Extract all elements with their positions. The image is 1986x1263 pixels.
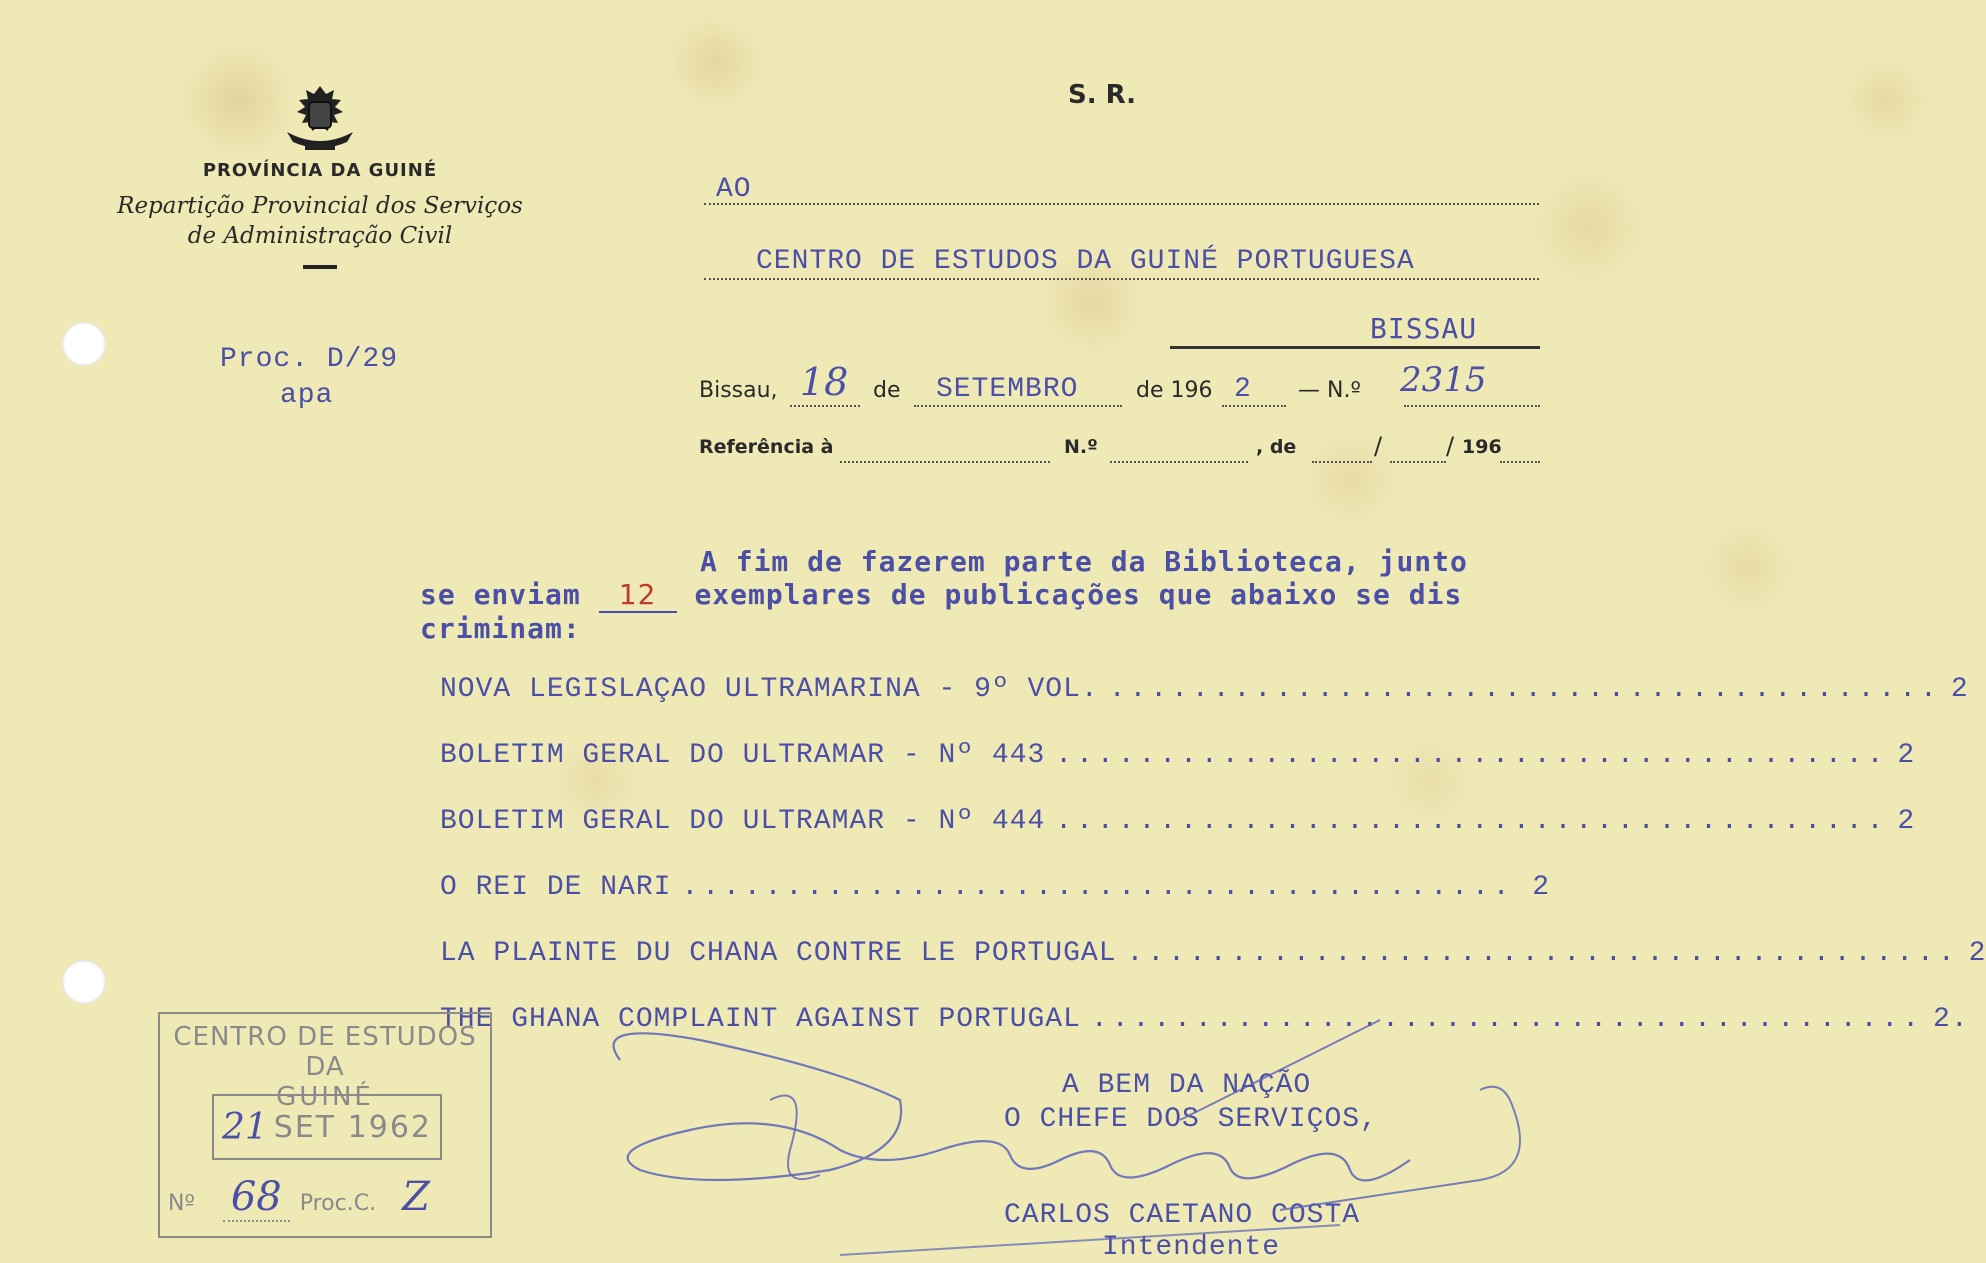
stamp-num-value: 68 <box>223 1174 290 1222</box>
list-item <box>440 872 1550 938</box>
stamp-date-rest: SET 1962 <box>273 1109 433 1145</box>
reference-month-field <box>1390 461 1446 463</box>
reference-label: Referência à <box>699 436 834 458</box>
reference-year-prefix: 196 <box>1462 436 1502 458</box>
dateline-number: 2315 <box>1400 360 1487 400</box>
item-title: NOVA LEGISLAÇAO ULTRAMARINA - 9º VOL. <box>440 674 1099 705</box>
closing-title: Intendente <box>1102 1232 1281 1263</box>
list-item <box>440 806 1916 872</box>
reference-number-label: N.º <box>1064 436 1098 458</box>
dateline-month-line <box>914 405 1122 407</box>
reference-day-field <box>1312 461 1372 463</box>
stamp-num-label: Nº <box>168 1191 195 1216</box>
item-qty: 2 <box>1968 938 1986 969</box>
dateline-de: de <box>873 378 901 403</box>
item-title: BOLETIM GERAL DO ULTRAMAR - Nº 444 <box>440 806 1046 837</box>
body-line-2-start: se enviam <box>420 578 581 611</box>
item-title: O REI DE NARI <box>440 872 672 903</box>
recipient-city-line <box>1170 346 1540 349</box>
letterhead-divider <box>303 265 337 269</box>
punch-hole-top <box>62 322 106 366</box>
stamp-line-2: GUINÉ <box>276 1082 374 1112</box>
service-mark: S. R. <box>1068 80 1137 110</box>
item-title: LA PLAINTE DU CHANA CONTRE LE PORTUGAL <box>440 938 1117 969</box>
closing-role: O CHEFE DOS SERVIÇOS, <box>1004 1104 1378 1135</box>
dateline-place: Bissau, <box>699 378 778 403</box>
process-number: Proc. D/29 <box>220 344 399 375</box>
reference-slash-2: / <box>1446 432 1455 460</box>
recipient-city: BISSAU <box>1370 312 1478 345</box>
body-line-1: A fim de fazerem parte da Biblioteca, junto <box>700 545 1468 578</box>
recipient-to: AO <box>716 174 752 205</box>
stamp-line-1: CENTRO DE ESTUDOS DA <box>173 1022 477 1082</box>
reference-field <box>840 461 1050 463</box>
closing-salutation: A BEM DA NAÇÃO <box>1062 1070 1312 1101</box>
dateline-number-label: — N.º <box>1298 378 1361 403</box>
dateline-day-line <box>790 405 860 407</box>
item-leader: ........................................ <box>1055 740 1888 771</box>
item-title: THE GHANA COMPLAINT AGAINST PORTUGAL <box>440 1004 1081 1035</box>
letterhead <box>110 82 530 269</box>
reference-slash-1: / <box>1374 432 1383 460</box>
reference-number-field <box>1110 461 1248 463</box>
reference-year-field <box>1500 461 1540 463</box>
province-name: PROVÍNCIA DA GUINÉ <box>202 160 438 181</box>
dateline-number-line <box>1404 405 1540 407</box>
item-qty: 2. <box>1933 1004 1969 1035</box>
receipt-stamp <box>158 1012 492 1238</box>
item-leader: ........................................ <box>1090 1004 1924 1035</box>
stamp-number-row <box>168 1174 478 1222</box>
item-qty: 2 <box>1897 740 1916 771</box>
stamp-date-box <box>212 1094 442 1160</box>
item-leader: ........................................ <box>681 872 1514 903</box>
office-line-1: Repartição Provincial dos Serviços <box>117 193 523 219</box>
punch-hole-bottom <box>62 960 106 1004</box>
dateline-year-line <box>1222 405 1286 407</box>
item-leader: ........................................ <box>1108 674 1941 705</box>
body-line-3: criminam: <box>420 612 581 645</box>
office-line-2: de Administração Civil <box>187 223 453 249</box>
list-item <box>440 674 1969 740</box>
body-count-value: 12 <box>618 578 657 611</box>
closing-name: CARLOS CAETANO COSTA <box>1004 1200 1361 1231</box>
signature-mark <box>580 1000 1580 1260</box>
stamp-date-day: 21 <box>221 1106 268 1148</box>
list-item <box>440 740 1916 806</box>
recipient-name: CENTRO DE ESTUDOS DA GUINÉ PORTUGUESA <box>756 246 1415 277</box>
dateline-year-digit: 2 <box>1234 374 1252 405</box>
dateline-day: 18 <box>800 360 849 404</box>
recipient-to-line <box>704 203 1539 205</box>
process-initials: apa <box>280 380 334 411</box>
item-qty: 2 <box>1897 806 1916 837</box>
coat-of-arms-icon <box>275 82 365 154</box>
recipient-name-line <box>704 278 1539 280</box>
item-title: BOLETIM GERAL DO ULTRAMAR - Nº 443 <box>440 740 1046 771</box>
stamp-proc-value: Z <box>402 1174 430 1220</box>
item-leader: ........................................ <box>1055 806 1888 837</box>
dateline-month: SETEMBRO <box>936 374 1079 405</box>
item-qty: 2 <box>1950 674 1969 705</box>
item-leader: ........................................ <box>1126 938 1959 969</box>
item-qty: 2 <box>1532 872 1550 903</box>
list-item <box>440 938 1986 1004</box>
stamp-proc-label: Proc.C. <box>299 1191 377 1216</box>
body-line-2 <box>420 578 1462 613</box>
dateline-year-prefix: de 196 <box>1136 378 1213 403</box>
reference-date-label: , de <box>1256 436 1297 458</box>
body-line-2-end: exemplares de publicações que abaixo se dis <box>694 578 1463 611</box>
body-count <box>599 578 677 613</box>
